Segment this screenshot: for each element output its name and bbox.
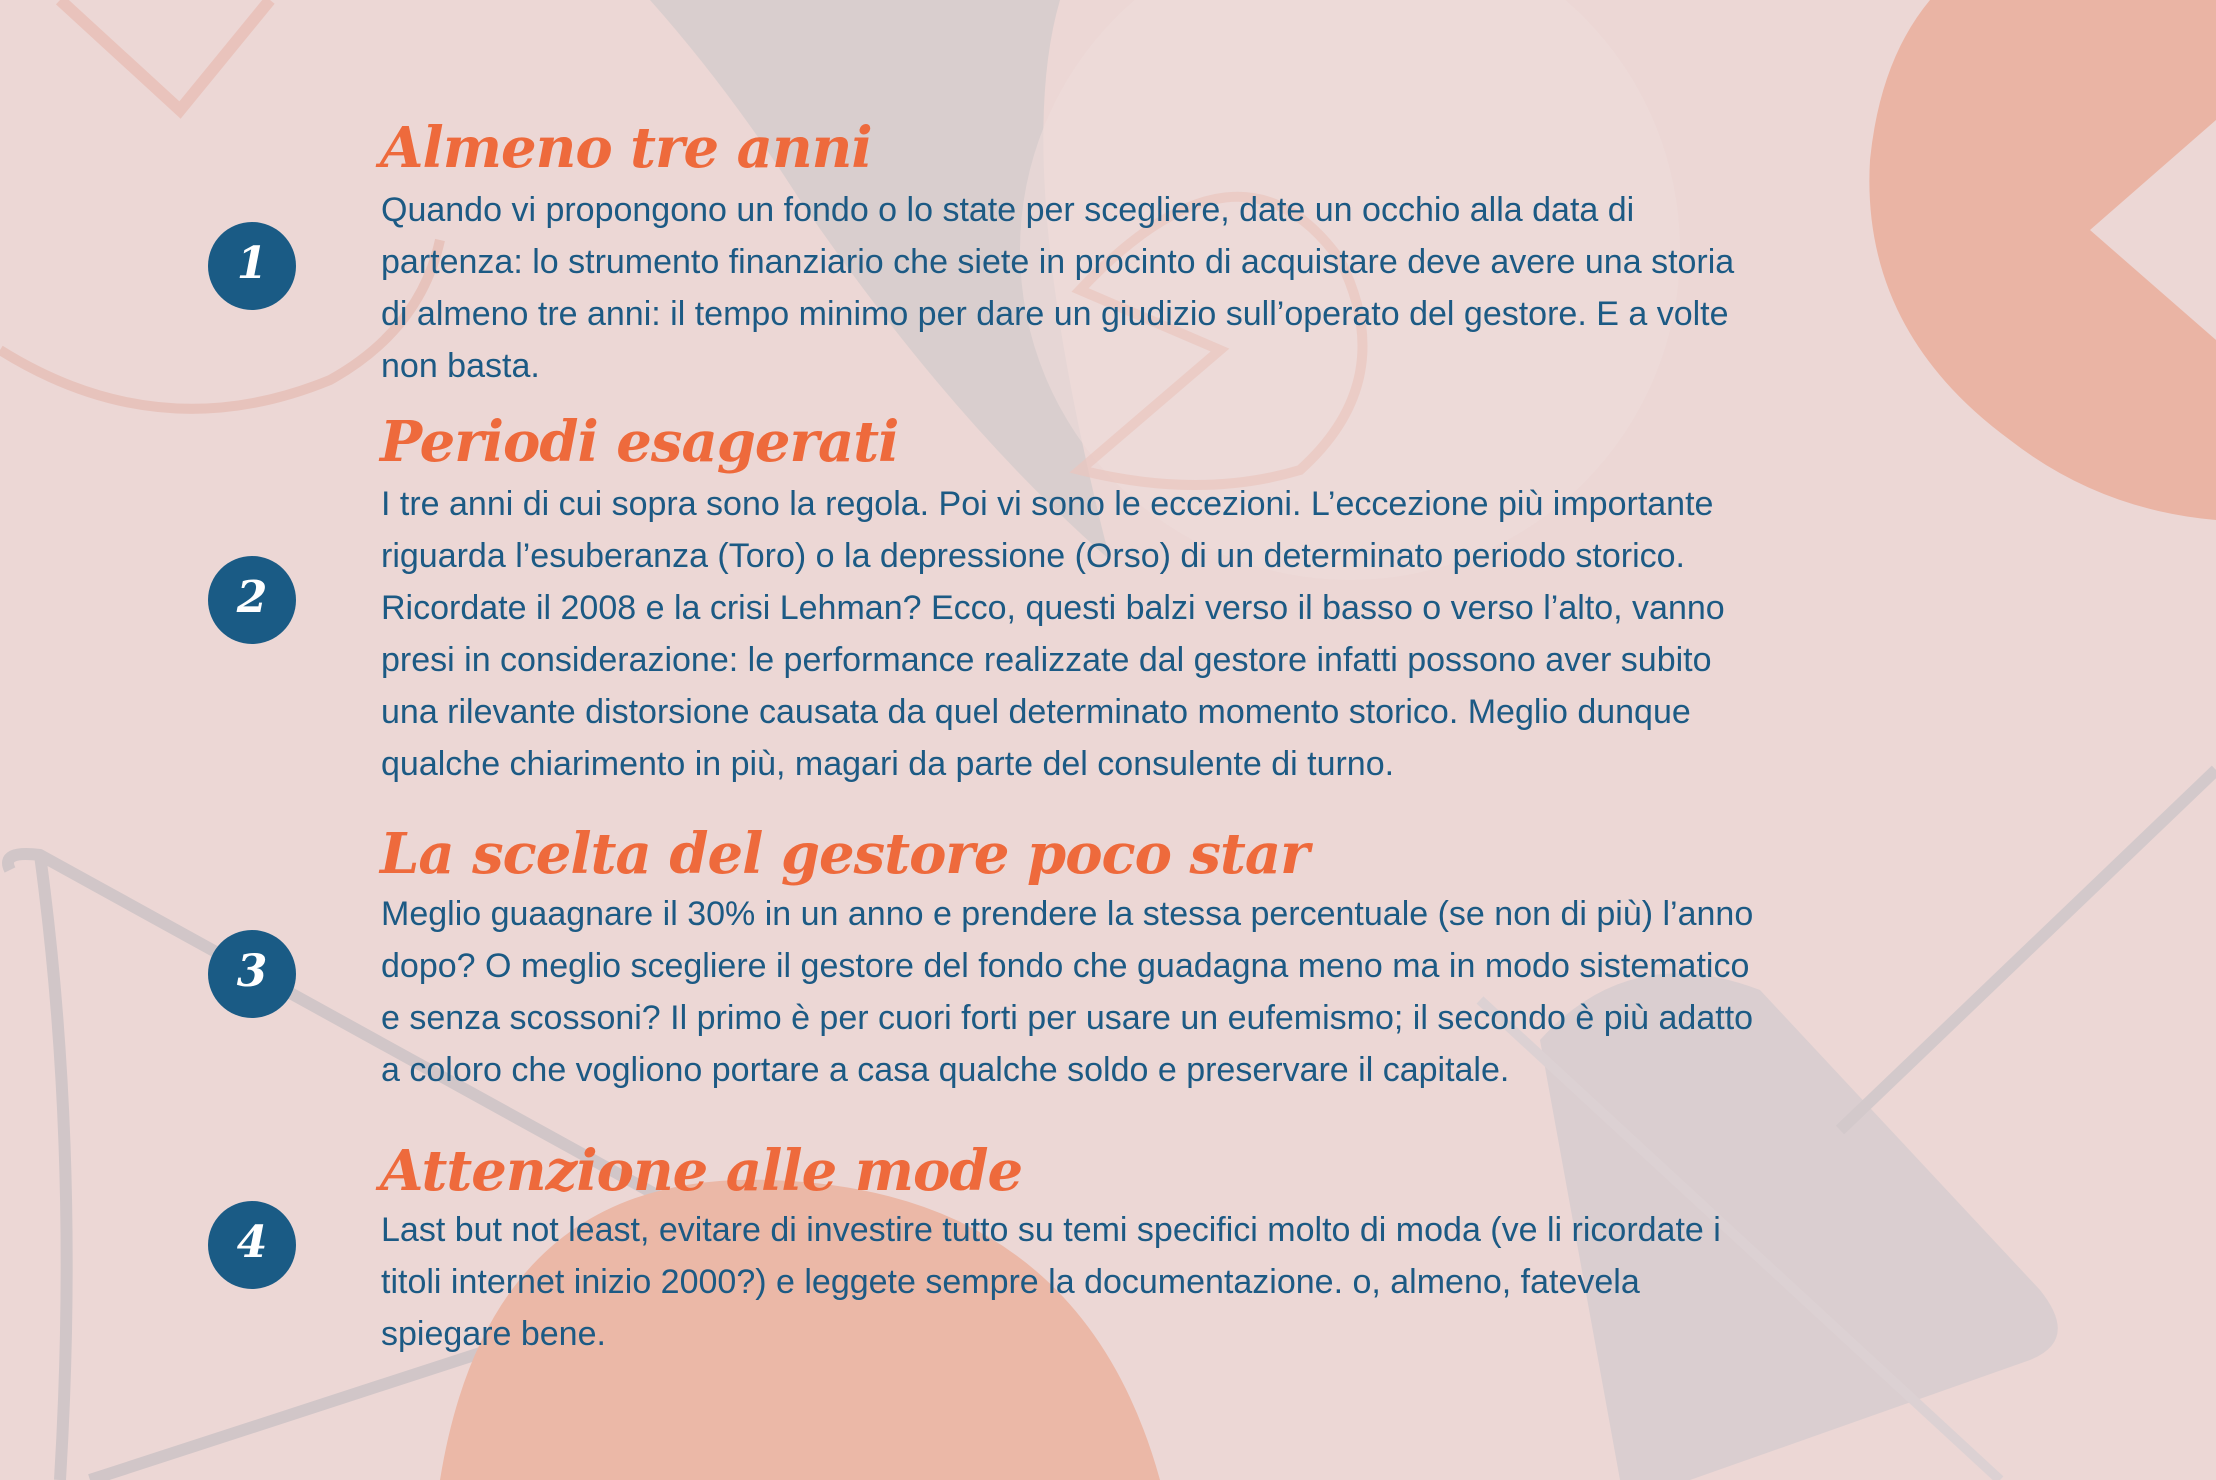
number-badge [208,222,296,310]
body-line: spiegare bene. [381,1315,606,1353]
section-title: La scelta del gestore poco star [380,821,1309,887]
body-line: di almeno tre anni: il tempo minimo per dare un giudizio sull’operato del gestore. E a volte [381,295,1729,333]
body-line: Meglio guaagnare il 30% in un anno e prendere la stessa percentuale (se non di più) l’anno [381,895,1754,933]
body-line: I tre anni di cui sopra sono la regola. Poi vi sono le eccezioni. L’eccezione più importante [381,485,1714,523]
section-body [381,184,2061,392]
number-label: 3 [236,946,268,997]
number-badge [208,930,296,1018]
body-line: e senza scossoni? Il primo è per cuori forti per usare un eufemismo; il secondo è più adatto [381,999,1754,1037]
number-label: 4 [236,1217,268,1268]
body-line: Last but not least, evitare di investire tutto su temi specifici molto di moda (ve li ricordate i [381,1211,1721,1249]
number-badge [208,556,296,644]
body-line: presi in considerazione: le performance realizzate dal gestore infatti possono aver subito [381,641,1712,679]
body-line: titoli internet inizio 2000?) e leggete sempre la documentazione. o, almeno, fatevela [381,1263,1640,1301]
section-title: Almeno tre anni [380,115,872,181]
body-line: qualche chiarimento in più, magari da parte del consulente di turno. [381,745,1395,783]
body-line: Quando vi propongono un fondo o lo state per scegliere, date un occhio alla data di [381,191,1635,229]
number-label: 2 [236,572,268,623]
section-title: Periodi esagerati [380,409,899,475]
section-title: Attenzione alle mode [380,1138,1023,1204]
section-body [381,478,2061,790]
section-body [381,1204,2061,1360]
body-line: riguarda l’esuberanza (Toro) o la depressione (Orso) di un determinato periodo storico. [381,537,1686,575]
section-body [381,888,2061,1096]
body-line: Ricordate il 2008 e la crisi Lehman? Ecco, questi balzi verso il basso o verso l’alto, vanno [381,589,1725,627]
body-line: a coloro che vogliono portare a casa qualche soldo e preservare il capitale. [381,1051,1510,1089]
number-label: 1 [236,238,268,289]
body-line: dopo? O meglio scegliere il gestore del fondo che guadagna meno ma in modo sistematico [381,947,1750,985]
body-line: partenza: lo strumento finanziario che siete in procinto di acquistare deve avere una storia [381,243,1735,281]
body-line: una rilevante distorsione causata da quel determinato momento storico. Meglio dunque [381,693,1691,731]
number-badge [208,1201,296,1289]
body-line: non basta. [381,347,540,385]
